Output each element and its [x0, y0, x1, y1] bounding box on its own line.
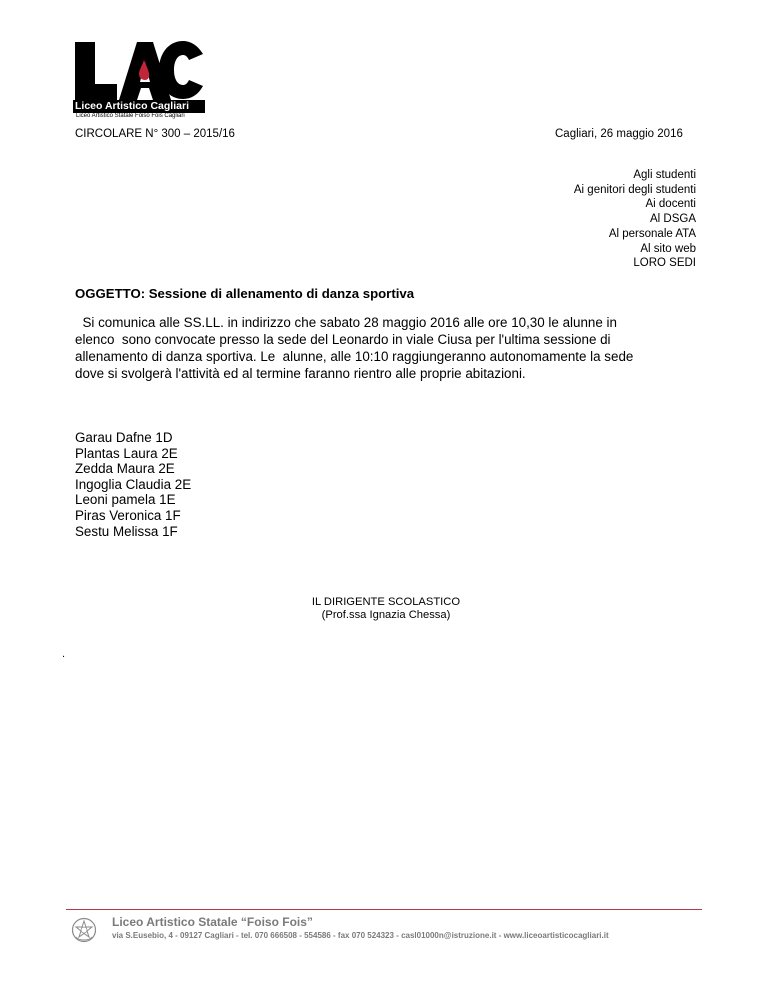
recipient-line: LORO SEDI: [633, 257, 696, 270]
italian-republic-emblem-icon: [71, 917, 97, 943]
recipient-line: Al sito web: [640, 242, 696, 255]
body-paragraph: [75, 314, 675, 382]
footer-divider: [66, 909, 702, 910]
body-line: Si comunica alle SS.LL. in indirizzo che sabato 28 maggio 2016 alle ore 10,30 le alunne in: [75, 315, 617, 330]
footer-school-name: Liceo Artistico Statale “Foiso Fois”: [112, 915, 313, 929]
recipient-line: Agli studenti: [633, 169, 696, 181]
student-entry: Zedda Maura 2E: [75, 461, 175, 477]
circular-number: CIRCOLARE N° 300 – 2015/16: [75, 128, 235, 140]
student-entry: Plantas Laura 2E: [75, 445, 178, 461]
footer-contact-info: via S.Eusebio, 4 - 09127 Cagliari - tel. 070 666508 - 554586 - fax 070 524323 - casl01000n@istruzione.it - www.liceoartisticocagliari.it: [112, 931, 609, 940]
lac-logo-letters: [73, 40, 205, 100]
logo-band-artistico: Artistico: [104, 100, 151, 112]
logo-band-cagliari: Cagliari: [150, 100, 189, 112]
recipients-block: [574, 168, 696, 271]
body-line: dove si svolgerà l'attività ed al termine faranno rientro alle proprie abitazioni.: [75, 366, 526, 381]
signatory-name: (Prof.ssa Ignazia Chessa): [321, 609, 451, 621]
logo-band: [73, 100, 205, 113]
school-logo: [73, 40, 205, 120]
logo-band-liceo: Liceo: [75, 100, 105, 112]
body-line: elenco sono convocate presso la sede del Leonardo in viale Ciusa per l'ultima sessione di: [75, 332, 611, 347]
recipient-line: Al DSGA: [649, 213, 696, 226]
student-entry: Ingoglia Claudia 2E: [75, 476, 192, 492]
place-date: Cagliari, 26 maggio 2016: [555, 128, 683, 140]
recipient-line: Ai docenti: [645, 198, 696, 211]
subject-line: OGGETTO: Sessione di allenamento di danza sportiva: [75, 286, 415, 301]
stray-mark: .: [62, 648, 66, 660]
recipient-line: Ai genitori degli studenti: [573, 183, 696, 196]
student-entry: Leoni pamela 1E: [75, 492, 176, 508]
recipient-line: Al personale ATA: [608, 227, 696, 240]
signatory-role: IL DIRIGENTE SCOLASTICO: [311, 596, 461, 608]
student-entry: Piras Veronica 1F: [75, 507, 181, 523]
student-list: [75, 430, 191, 539]
student-entry: Garau Dafne 1D: [75, 430, 173, 445]
logo-tagline: Liceo Artistico Statale Foiso Fois Cagliari: [76, 113, 185, 119]
student-entry: Sestu Melissa 1F: [75, 523, 178, 539]
body-line: allenamento di danza sportiva. Le alunne, alle 10:10 raggiungeranno autonomamente la sede: [75, 349, 634, 364]
signature-block: [296, 596, 476, 622]
